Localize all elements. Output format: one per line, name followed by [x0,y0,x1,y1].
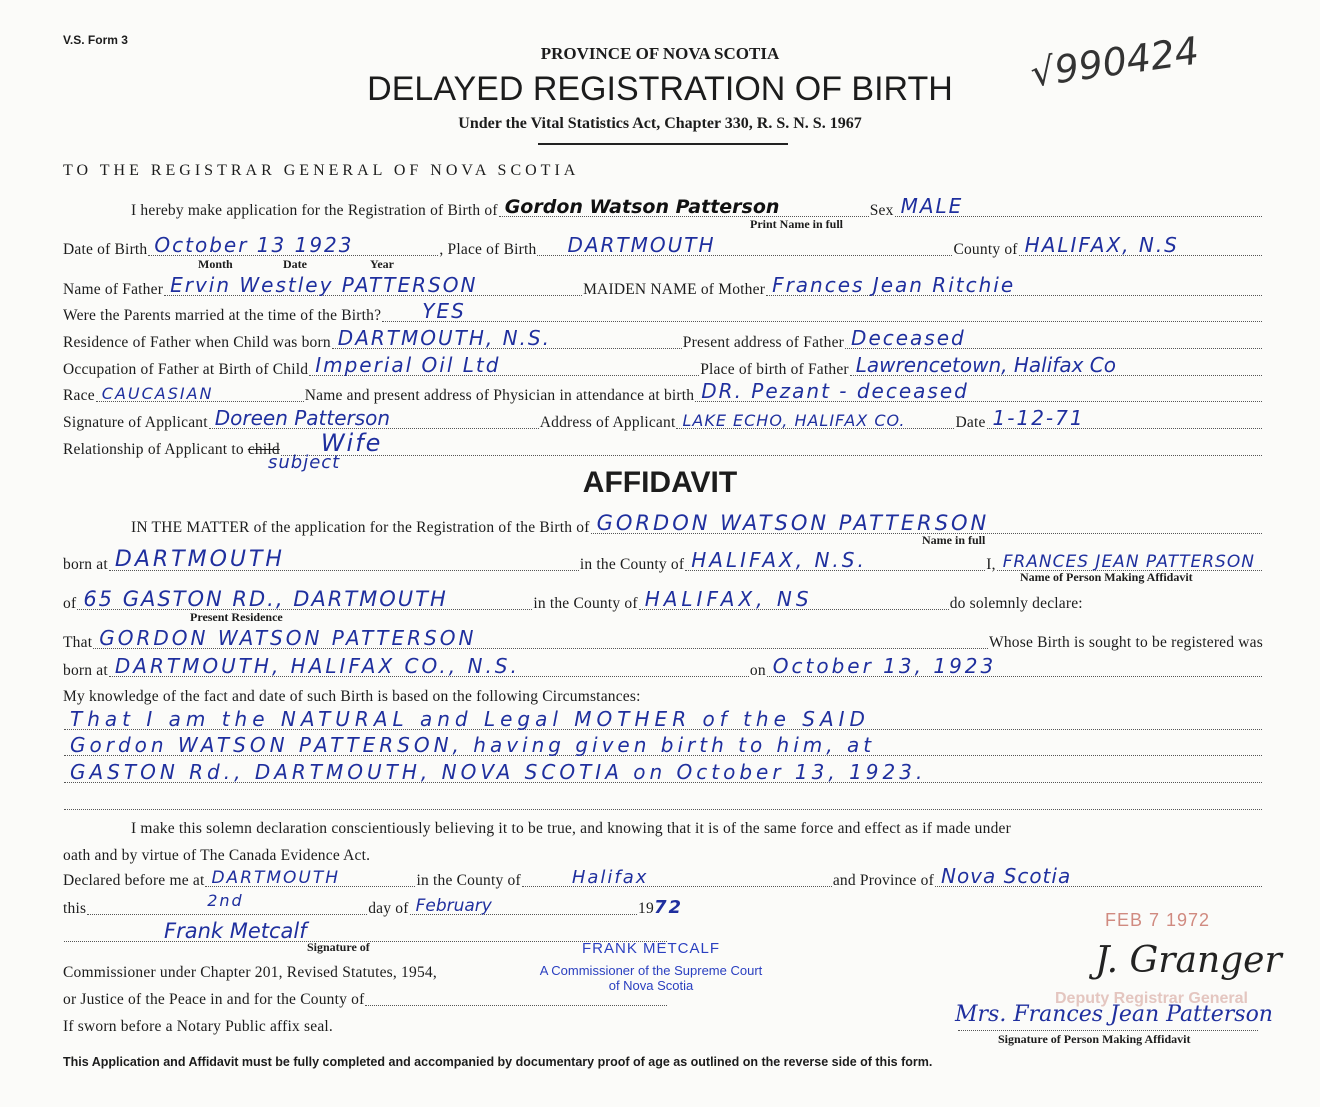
affidavit-heading: AFFIDAVIT [582,466,738,499]
affiant-signature: Mrs. Frances Jean Patterson [955,1002,1273,1027]
province-heading: PROVINCE OF NOVA SCOTIA [540,44,780,63]
declaration-text: I make this solemn declaration conscientiously believing it to be true, and knowing that it is of the same force and effect as if made under [131,820,1011,837]
document-subtitle: Under the Vital Statistics Act, Chapter 330, R. S. N. S. 1967 [458,115,862,132]
registrar-signature: J. Granger [1095,940,1282,981]
name-field: Gordon Watson Patterson [499,196,869,217]
circumstance-line [63,787,1263,813]
row-residence: of 65 GASTON RD., DARTMOUTH in the County of HALIFAX, NS do solemnly declare: [63,587,1083,612]
row-signature: Signature of Applicant Doreen Patterson Address of Applicant LAKE ECHO, HALIFAX CO. Date 1-12-71 [63,406,1263,432]
row-birth: Date of Birth October 13 1923 , Place of Birth DARTMOUTH County of HALIFAX, N.S [63,233,1263,259]
row-declared: Declared before me at DARTMOUTH in the County of Halifax and Province of Nova Scotia [63,864,1263,890]
registrar-stamp: Deputy Registrar General [1055,990,1248,1007]
row-born-at-2: born at DARTMOUTH, HALIFAX CO., N.S. on October 13, 1923 [63,654,1263,680]
row-this-day: this 2nd day of February 19 72 [63,891,683,918]
registration-number: √990424 [1027,28,1202,96]
document-title: DELAYED REGISTRATION OF BIRTH [367,70,953,108]
title-rule [538,143,788,145]
circumstance-line: GASTON Rd., DARTMOUTH, NOVA SCOTIA on October 13, 1923. [63,760,1263,786]
sex-field: MALE [895,196,1262,217]
applicant-signature: Doreen Patterson [209,408,539,429]
commissioner-signature: Frank Metcalf [64,921,667,942]
received-date-stamp: FEB 7 1972 [1105,910,1211,930]
circumstance-line: Gordon WATSON PATTERSON, having given birth to him, at [63,733,1263,759]
row-married: Were the Parents married at the time of the Birth? YES [63,299,1263,325]
addressee: TO THE REGISTRAR GENERAL OF NOVA SCOTIA [63,162,580,179]
footer-note: This Application and Affidavit must be fully completed and accompanied by documentary proof of age as outlined on the reverse side of this form. [63,1055,933,1069]
birth-registration-form: V.S. Form 3 PROVINCE OF NOVA SCOTIA DELAYED REGISTRATION OF BIRTH Under the Vital Statistics Act, Chapter 330, R. S. N. S. 1967 √990424 TO THE REGISTRAR GENERAL OF NOVA SCOTIA I hereby make application for the Registration of Birth of Gordon Watson Patterson Sex MALE Print Name in full Date of Birth October 13 1923 , Place of Birth DARTMOUTH County of HALIFAX, N.S Month Date Year Name of Father Ervin Westley PATTERSON MAIDEN NAME of Mother Frances Jean Ritchie Were the Parents married at the time of the Birth? YES Residence of Father when Child was born DARTMOUTH, N.S. Present address of Father Deceased Occupation of Father at Birth of Child Imperial Oil Ltd Place of birth of Father Lawrencetown, Halifax Co Race CAUCASIAN Name and present address of Physician in attendance at birth DR. Pezant - deceased Signature of Applicant Doreen Patterson Address of Applicant LAKE ECHO, HALIFAX CO. Date 1-12-71 Relationship of Applicant to child Wife subject AFFIDAVIT IN THE MATTER of the application for the Registration of the Birth of GORDON WATSON PATTERSON Name in full born at DARTMOUTH in the County of HALIFAX, N.S. I, FRANCES JEAN PATTERSON Name of Person Making Affidavit of 65 GASTON RD., DARTMOUTH in the County of HALIFAX, NS do solemnly declare: Present Residence That GORDON WATSON PATTERSON Whose Birth is sought to be registered was born at DARTMOUTH, HALIFAX CO., N.S. on October 13, 1923 My knowledge of the fact and date of such Birth is based on the following Circumstances: That I am the NATURAL and Legal MOTHER of the SAID Gordon WATSON PATTERSON, having given birth to him, at GASTON Rd., DARTMOUTH, NOVA SCOTIA on October 13, 1923. I make this solemn declaration conscientiously believing it to be true, and knowing that it is of the same force and effect as if made under oath and by virtue of The Canada Evidence Act. Declared before me at DARTMOUTH in the County of Halifax and Province of Nova Scotia this 2nd day of February 19 72 Frank Metcalf Signature of Commissioner under Chapter 201, Revised Statutes, 1954, FRANK METCALF A Commissioner of the Supreme Court of Nova Scotia or Justice of the Peace in and for the County of If sworn before a Notary Public affix seal. FEB 7 1972 Deputy Registrar General J. Granger Mrs. Frances Jean Patterson Signature of Person Making Affidavit This Application and Affidavit must be fully completed and accompanied by documentary proof of age as outlined on the reverse side of this form. [0,0,1320,1107]
row-knowledge: My knowledge of the fact and date of such Birth is based on the following Circumstances: [63,688,641,705]
commissioner-stamp: FRANK METCALF A Commissioner of the Supreme Court of Nova Scotia [539,940,763,993]
circumstance-line: That I am the NATURAL and Legal MOTHER of the SAID [63,707,1263,733]
row-relationship: Relationship of Applicant to child Wife [63,433,1263,459]
row-father-residence: Residence of Father when Child was born DARTMOUTH, N.S. Present address of Father Deceased [63,326,1263,352]
row-parents: Name of Father Ervin Westley PATTERSON MAIDEN NAME of Mother Frances Jean Ritchie [63,273,1263,299]
row-born-at: born at DARTMOUTH in the County of HALIFAX, N.S. I, FRANCES JEAN PATTERSON [63,548,1263,574]
row-occupation: Occupation of Father at Birth of Child Imperial Oil Ltd Place of birth of Father Lawrencetown, Halifax Co [63,353,1263,379]
form-number: V.S. Form 3 [63,33,128,47]
row-matter: IN THE MATTER of the application for the Registration of the Birth of GORDON WATSON PATTERSON [63,511,1263,537]
row-that: That GORDON WATSON PATTERSON Whose Birth is sought to be registered was [63,626,1263,651]
row-race-physician: Race CAUCASIAN Name and present address of Physician in attendance at birth DR. Pezant - deceased [63,379,1263,405]
row-applicant-name: I hereby make application for the Registration of Birth of Gordon Watson Patterson Sex MALE [63,194,1263,220]
